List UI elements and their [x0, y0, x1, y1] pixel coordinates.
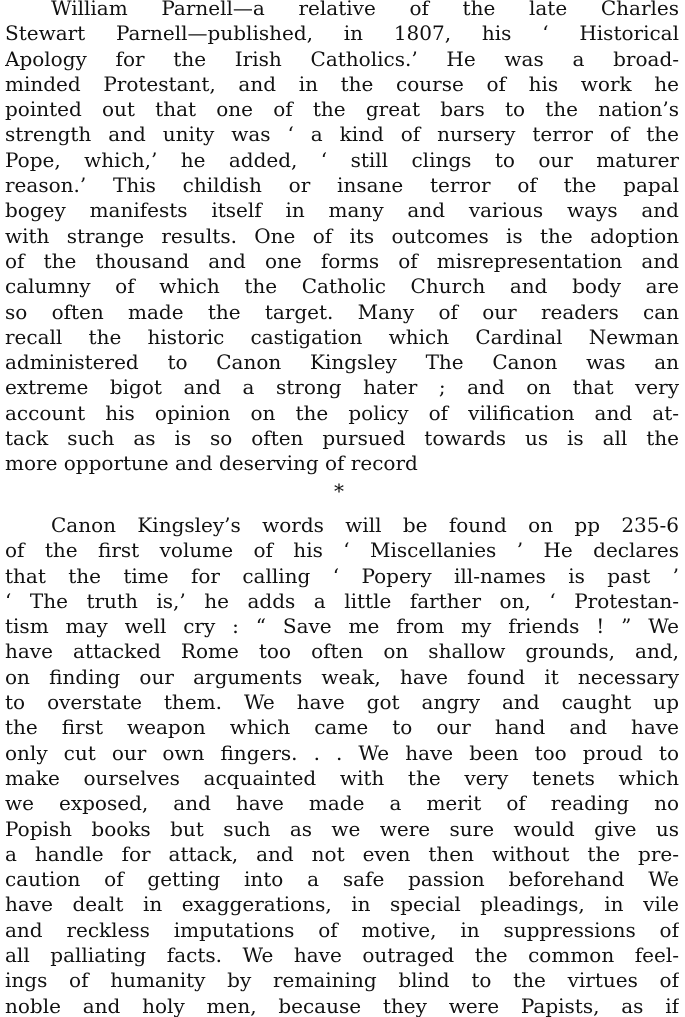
text-line: Canon Kingsley’s words will be found on pp 235-6 [51, 513, 679, 537]
text-line: Popish books but such as we were sure would give us [5, 816, 679, 841]
text-line: that the time for calling ‘ Popery ill-names is past ’ [5, 563, 679, 588]
text-line: reason.’ This childish or insane terror of the papal [5, 173, 679, 198]
text-line: only cut our own fingers. . . We have been too proud to [5, 740, 679, 765]
text-line: make ourselves acquainted with the very tenets which [5, 765, 679, 790]
text-line: caution of getting into a safe passion beforehand We [5, 867, 679, 892]
text-line: of the thousand and one forms of misrepresentation and [5, 248, 679, 273]
text-line: Apology for the Irish Catholics.’ He was a broad- [5, 46, 679, 71]
text-line: bogey manifests itself in many and various ways and [5, 198, 679, 223]
text-line: recall the historic castigation which Cardinal Newman [5, 324, 679, 349]
text-line: William Parnell—a relative of the late Charles [51, 0, 679, 20]
text-line: a handle for attack, and not even then without the pre- [5, 841, 679, 866]
text-line: so often made the target. Many of our readers can [5, 299, 679, 324]
section-separator: * [334, 479, 344, 503]
text-line: extreme bigot and a strong hater ; and on that very [5, 375, 679, 400]
text-line: administered to Canon Kingsley The Canon was an [5, 350, 679, 375]
text-line: strength and unity was ‘ a kind of nursery terror of the [5, 122, 679, 147]
text-line: noble and holy men, because they were Papists, as if [5, 993, 679, 1017]
text-line: the first weapon which came to our hand and have [5, 715, 679, 740]
text-line: and reckless imputations of motive, in suppressions of [5, 917, 679, 942]
text-line: on finding our arguments weak, have found it necessary [5, 664, 679, 689]
text-line: have attacked Rome too often on shallow grounds, and, [5, 639, 679, 664]
text-line: more opportune and deserving of record [5, 451, 418, 476]
text-line: ‘ The truth is,’ he adds a little farther on, ‘ Protestan- [5, 588, 679, 613]
text-line: Pope, which,’ he added, ‘ still clings to our maturer [5, 147, 679, 172]
text-line: with strange results. One of its outcomes is the adoption [5, 223, 679, 248]
text-line: calumny of which the Catholic Church and body are [5, 274, 679, 299]
text-line: pointed out that one of the great bars to the nation’s [5, 97, 679, 122]
text-line: to overstate them. We have got angry and caught up [5, 690, 679, 715]
text-line: tism may well cry : “ Save me from my friends ! ” We [5, 614, 679, 639]
text-line: account his opinion on the policy of vilification and at- [5, 400, 679, 425]
text-line: we exposed, and have made a merit of reading no [5, 791, 679, 816]
text-line: all palliating facts. We have outraged the common feel- [5, 943, 679, 968]
text-line: minded Protestant, and in the course of his work he [5, 71, 679, 96]
paragraph-kingsley [5, 513, 679, 1017]
text-line: tack such as is so often pursued towards us is all the [5, 426, 679, 451]
text-line: of the first volume of his ‘ Miscellanies ’ He declares [5, 538, 679, 563]
paragraph-parnell [5, 0, 679, 477]
text-line: Stewart Parnell—published, in 1807, his ‘ Historical [5, 21, 679, 46]
text-line: have dealt in exaggerations, in special pleadings, in vile [5, 892, 679, 917]
text-line: ings of humanity by remaining blind to the virtues of [5, 968, 679, 993]
